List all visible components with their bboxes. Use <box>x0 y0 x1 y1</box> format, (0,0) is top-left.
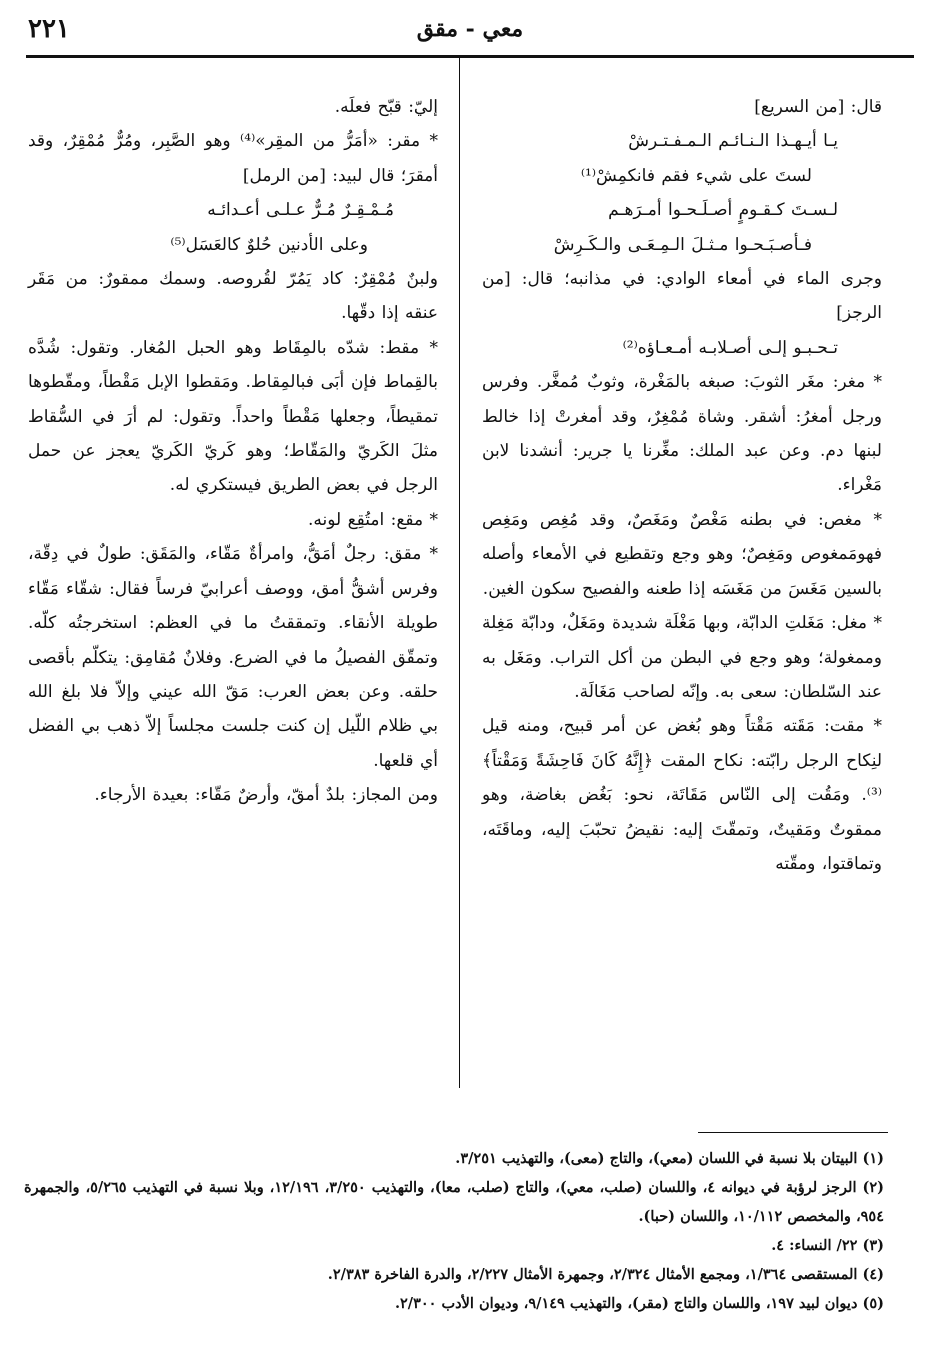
entry-mghs: * مغص: في بطنه مَغْصٌ ومَغَصٌ، وقد مُغِص ومَغِص فهومَمغوص ومَغِصٌ؛ وهو وجع وتقطيع في الأمعاء وأصله بالسين مَغَسَ من مَغَسَه إذا طعنه والفصيح سكون الغين. <box>482 509 882 599</box>
left-column <box>28 90 438 813</box>
footnote: (٤) المستقصى ١/٣٦٤، ومجمع الأمثال ٢/٣٢٤، وجمهرة الأمثال ٢/٢٢٧، والدرة الفاخرة ٢/٣٨٣. <box>327 1266 884 1283</box>
paragraph: ومن المجاز: بلدٌ أمقّ، وأرضٌ مَقّاء: بعيدة الأرجاء. <box>94 785 438 806</box>
verse-line: وعلى الأدنين حُلوٌ كالعَسَل⁽⁵⁾ <box>170 234 368 255</box>
verse-line: فـأصـبَـحـوا مـثـلَ الـمِـعَـى والـكَـرِشْ <box>553 234 812 255</box>
verse-line: لستَ على شيء فقم فانكمِشْ⁽¹⁾ <box>580 165 812 186</box>
right-column <box>482 90 882 881</box>
entry-mghr: * مغر: مغَر الثوبَ: صبغه بالمَغْرة، وثوبٌ مُمغَّر. وفرس ورجل أمغرُ: أشقر. وشاة مُمْغِرٌ، وقد أمغرتْ إذا خالط لبنها دم. وعن عبد الملك: مغِّرنا يا جرير: أنشدنا لابن مَغْراء. <box>482 372 882 496</box>
verse-line: مُـمْـقِـرٌ مُـرٌّ عـلـى أعـدائـه <box>207 200 394 221</box>
column-divider <box>459 58 460 1088</box>
verse-line: يـا أيـهـذا الـنـائـم الـمـفـتـرشْ <box>628 131 838 152</box>
footnote: (٣) ٢٢/ النساء: ٤. <box>771 1237 884 1254</box>
footnote: (٥) ديوان لبيد ١٩٧، واللسان والتاج (مقر)، والتهذيب ٩/١٤٩، وديوان الأدب ٢/٣٠٠. <box>394 1295 884 1312</box>
paragraph: ولبنٌ مُمْقِرٌ: كاد يَمُرّ لقُروصه. وسمك ممقورٌ: من مَقَر عنقه إذا دقّها. <box>28 269 438 324</box>
footnotes <box>24 1144 884 1318</box>
footnote-rule <box>698 1132 888 1133</box>
page-number: ٢٢١ <box>28 14 70 44</box>
header-rule <box>26 55 914 58</box>
paragraph: وجرى الماء في أمعاء الوادي: في مذانبه؛ قال: [من الرجز] <box>482 269 882 324</box>
entry-mqt2: * مقط: شدّه بالمِقَاط وهو الحبل المُغار. وتقول: شُدَّه بالقِماط فإن أبَى فبالمِقاط. ومَقطوا الإبل مَقْطاً، ومقّطوها تمقيطاً، وجعلها مَقْطاً واحداً. وتقول: لم أرَ في السُّقاط مثلَ الكَريّ والمَقّاط؛ وهو كَريّ الكَريّ يعجز عن حمل الرجل في بعض الطريق فيستكري له. <box>28 337 438 496</box>
entry-mqr: * مقر: «أمَرُّ من المقِر»⁽⁴⁾ وهو الصَّبِر، ومُرٌّ مُمْقِرٌ، وقد أمقرَ؛ قال لبيد: [من الرمل] <box>28 131 438 186</box>
entry-mqa: * مقع: امتُقِع لونه. <box>307 509 438 530</box>
running-title: معي - مقق <box>416 16 524 42</box>
verse-line: لـسـتَ كـقـومٍ أصـلَـحـوا أمـرَهـم <box>608 200 838 221</box>
paragraph: إليّ: قبّح فعلَه. <box>334 97 438 117</box>
verse-intro: قال: [من السريع] <box>754 97 882 117</box>
entry-mqq: * مقق: رجلٌ أمَقُّ، وامرأةٌ مَقّاء، والمَقَق: طولٌ في دِقّة، وفرس أشقُّ أمق، ووصف أعرابيّ فرساً فقال: شقّاء مَقّاء طويلة الأنقاء. وتمققتُ ما في العظم: استخرجتُه كلّه. وتمقّق الفصيلُ ما في الضرع. وفلانٌ مُقامِق: يتكلّم بأقصى حلقه. وعن بعض العرب: مَقّ الله عيني وإلاّ فلا بلغ الله بي ظلام اللّيل إن كنت جلست مجلساً إلاّ ذهب بي الفضل أي قلعها. <box>28 544 438 771</box>
footnote: (١) البيتان بلا نسبة في اللسان (معي)، والتاج (معى)، والتهذيب ٣/٢٥١. <box>455 1150 884 1167</box>
entry-mqt: * مقت: مَقَته مَقْتاً وهو بُغض عن أمر قبيح، ومنه قيل لنِكاح الرجل رابّته: نكاح المقت ﴿إِنَّهُ كَانَ فَاحِشَةً وَمَقْتاً﴾⁽³⁾. ومَقُت إلى النّاس مَقَاتَة، نحو: بَغُض بغاضة، وهو ممقوتٌ ومَقيتٌ، وتمقّتَ إليه: نقيضُ تحبّبَ إليه، وماقَتَه، وتماقتوا، ومقّته <box>482 716 882 874</box>
entry-mghl: * مغل: مَغَلتِ الدابّة، وبها مَغْلَة شديدة ومَغَلٌ، ودابّة مَغِلة وممغولة؛ وهو وجع في البطن من أكل التراب. ومَغَل به عند السّلطان: سعى به. وإنّه لصاحب مَغَالَة. <box>482 613 882 702</box>
verse-line: تـحـبـو إلـى أصـلابـه أمـعـاؤه⁽²⁾ <box>622 337 838 358</box>
footnote: (٢) الرجز لرؤبة في ديوانه ٤، واللسان (صلب، معي)، والتاج (صلب، معا)، والتهذيب ٣/٢٥٠، ١٢/١٩٦، وبلا نسبة في التهذيب ٥/٢٦٥، والجمهرة ٩٥٤، والمخصص ١٠/١١٢، واللسان (حبا). <box>24 1179 885 1225</box>
